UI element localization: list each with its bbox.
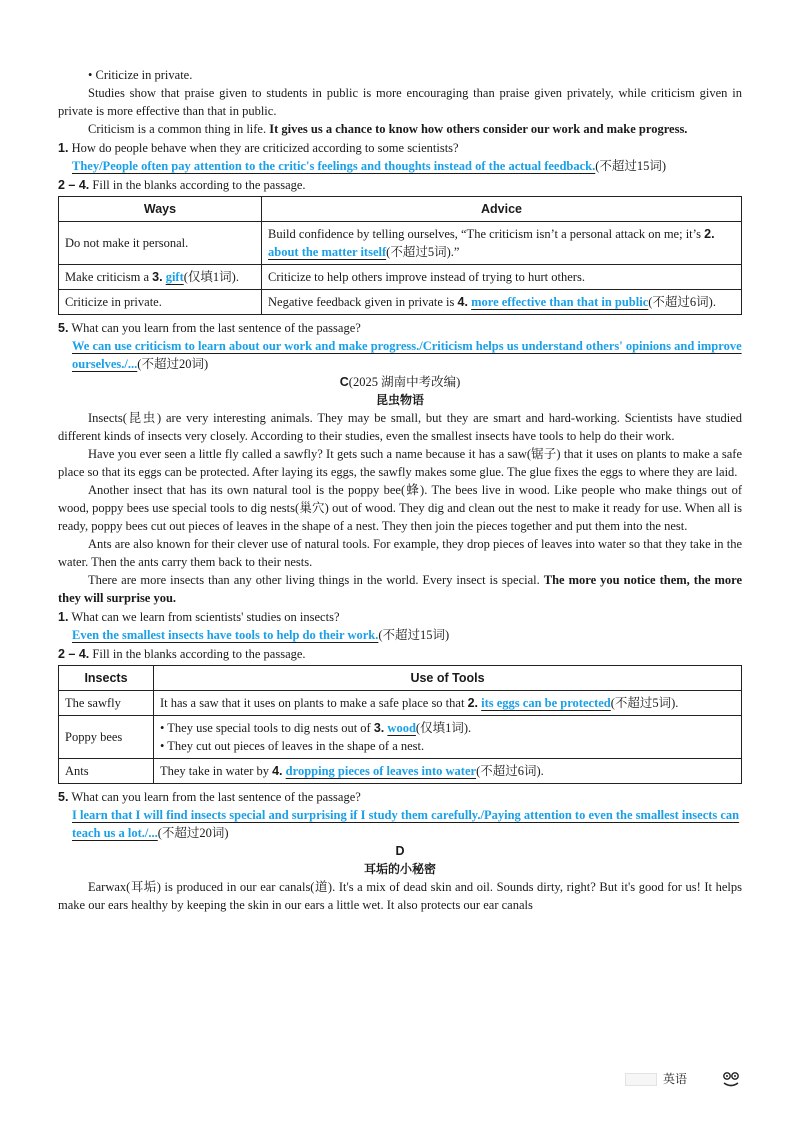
question-2-4: 2 – 4. Fill in the blanks according to the passage. <box>58 178 306 192</box>
paragraph: Have you ever seen a little fly called a sawfly? It gets such a name because it has a saw(锯子) that it uses on plants to make a safe place so that its eggs can be protected. After laying its eggs, the sawfly makes some glue. The glue fixes the eggs to where they are laid. <box>58 447 742 479</box>
table-row: Poppy bees • They use special tools to dig nests out of 3. wood(仅填1词). • They cut out pieces of leaves in the shape of a nest. <box>59 716 742 759</box>
section-heading-c: C(2025 湖南中考改编) <box>339 375 461 389</box>
answer-5: I learn that I will find insects special and surprising if I study them carefully./Paying attention to even the smallest insects can teach us a lot./...(不超过20词) <box>72 808 740 840</box>
section-title: 昆虫物语 <box>375 393 424 407</box>
table-header: Ways <box>59 197 262 222</box>
paragraph: Insects(昆虫) are very interesting animals. They may be small, but they are smart and hard-working. Scientists have studied different kinds of insects very closely. According to their studies, even the smallest insects have tools to help do their work. <box>58 411 742 443</box>
table-row: Ants They take in water by 4. dropping pieces of leaves into water(不超过6词). <box>59 759 742 784</box>
paragraph: Another insect that has its own natural tool is the poppy bee(蜂). The bees live in wood. Like people who make things out of wood, poppy bees use special tools to dig nests(巢穴) out of wood. They dig and clean out the nest to make it ready for use. When all is ready, poppy bees cut out pieces of leaves in the shape of a nest. They then join the pieces together and put them into the nest. <box>58 483 742 533</box>
paragraph: There are more insects than any other living things in the world. Every insect is special. The more you notice them, the more they will surprise you. <box>58 573 742 605</box>
question-2-4: 2 – 4. Fill in the blanks according to the passage. <box>58 647 306 661</box>
table-header: Use of Tools <box>154 666 742 691</box>
paragraph: Ants are also known for their clever use of natural tools. For example, they drop pieces of leaves into water so that they take in the water. Then the ants carry them back to their nests. <box>58 537 742 569</box>
section-heading-d: D <box>395 844 405 858</box>
question-1: 1. What can we learn from scientists' studies on insects? <box>58 610 340 624</box>
document-page <box>58 66 742 914</box>
answer-1: They/People often pay attention to the critic's feelings and thoughts instead of the actual feedback.(不超过15词) <box>72 159 667 173</box>
table-row: Make criticism a 3. gift(仅填1词). Criticize to help others improve instead of trying to hurt others. <box>59 265 742 290</box>
mascot-logo-icon <box>721 1071 741 1089</box>
question-5: 5. What can you learn from the last sentence of the passage? <box>58 790 361 804</box>
bullet-item: • Criticize in private. <box>88 68 193 82</box>
bullet-item: • They use special tools to dig nests out of 3. wood(仅填1词). <box>160 721 472 735</box>
footer-subject: 英语 <box>663 1072 688 1086</box>
answer-1: Even the smallest insects have tools to help do their work.(不超过15词) <box>72 628 450 642</box>
footer-badge <box>625 1073 657 1086</box>
paragraph: Studies show that praise given to students in public is more encouraging than praise given privately, while criticism given in private is more effective than that in public. <box>58 86 742 118</box>
bullet-item: • They cut out pieces of leaves in the shape of a nest. <box>160 739 425 753</box>
table-header: Advice <box>262 197 742 222</box>
page-footer <box>625 1070 745 1090</box>
question-1: 1. How do people behave when they are criticized according to some scientists? <box>58 141 459 155</box>
paragraph: Criticism is a common thing in life. It gives us a chance to know how others consider our work and make progress. <box>88 122 688 136</box>
paragraph: Earwax(耳垢) is produced in our ear canals(道). It's a mix of dead skin and oil. Sounds dirty, right? But it's good for us! It helps make our ears healthy by keeping the skin in our ears a little wet. It also protects our ear canals <box>58 880 742 912</box>
table-header: Insects <box>59 666 154 691</box>
section-title: 耳垢的小秘密 <box>363 862 436 876</box>
answer-5: We can use criticism to learn about our work and make progress./Criticism helps us understand others' opinions and improve ourselves./...(不超过20词) <box>72 339 742 371</box>
table-row: The sawfly It has a saw that it uses on plants to make a safe place so that 2. its eggs can be protected(不超过5词). <box>59 691 742 716</box>
table-row: Do not make it personal. Build confidence by telling ourselves, “The criticism isn’t a personal attack on me; it’s 2. about the matter itself(不超过5词).” <box>59 222 742 265</box>
question-5: 5. What can you learn from the last sentence of the passage? <box>58 321 361 335</box>
table-row: Criticize in private. Negative feedback given in private is 4. more effective than that in public(不超过6词). <box>59 290 742 315</box>
ways-advice-table <box>58 196 742 315</box>
insects-tools-table <box>58 665 742 784</box>
